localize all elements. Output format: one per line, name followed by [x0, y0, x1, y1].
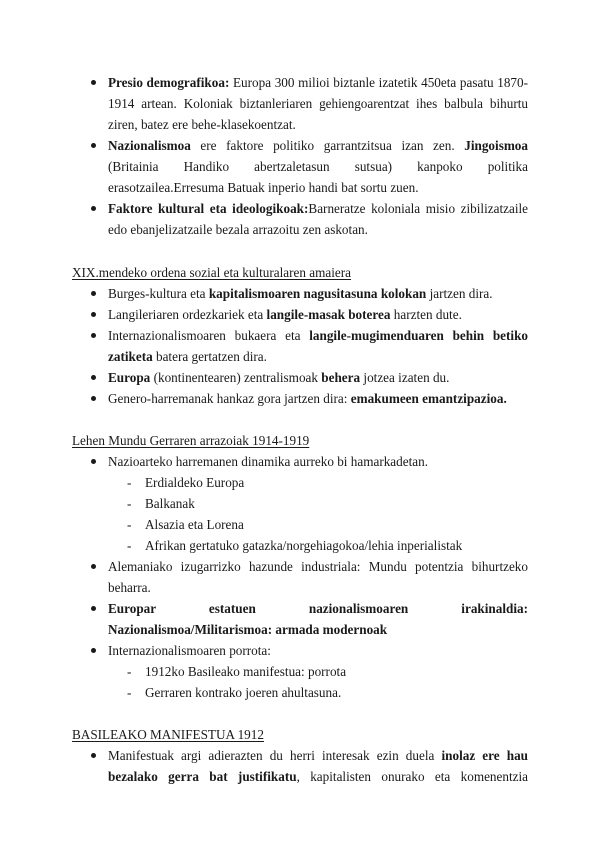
bullet-icon	[91, 143, 96, 148]
text-part: Genero-harremanak hankaz gora jartzen dira:	[108, 391, 351, 406]
text-part: Langileriaren ordezkariek eta	[108, 307, 267, 322]
list-item-text	[108, 325, 528, 367]
section-heading-war: Lehen Mundu Gerraren arrazoiak 1914-1919	[72, 433, 310, 448]
bullet-icon	[91, 753, 96, 758]
list-item-text: Internazionalismoaren porrota:	[108, 643, 271, 658]
text-part: Burges-kultura eta	[108, 286, 209, 301]
text-bold: langile-masak boterea	[266, 307, 391, 322]
list-item-text: Alemaniako izugarrizko hazunde industriala: Mundu potentzia bihurtzeko beharra.	[108, 559, 528, 595]
text-part: jartzen dira.	[426, 286, 493, 301]
list-item-text	[108, 198, 528, 240]
list-item-text	[108, 135, 528, 198]
list-item-text	[108, 745, 528, 787]
dash-icon: -	[127, 496, 132, 511]
sub-item-text: Erdialdeko Europa	[145, 475, 245, 490]
list-item-text: Nazioarteko harremanen dinamika aurreko bi hamarkadetan.	[108, 454, 429, 469]
bullet-icon	[91, 312, 96, 317]
item-rest: Barneratze koloniala misio zibilizatzaile edo ebanjelizatzaile bezala arrazoitu zen askotan.	[108, 201, 528, 237]
item-bold: Nazionalismoa	[108, 138, 191, 153]
list-item-text: Europar estatuen nazionalismoaren irakinaldia: Nazionalismoa/Militarismoa: armada modernoak	[108, 601, 528, 637]
sub-item-text: Alsazia eta Lorena	[145, 517, 244, 532]
text-bold: emakumeen emantzipazioa.	[350, 391, 507, 406]
list-item-text	[108, 72, 528, 135]
item-rest: Europa 300 milioi biztanle izatetik 450eta pasatu 1870-1914 artean. Koloniak biztanleriaren gehiengoarentzat ihes balbula bihurtu ziren, batez ere behe-klasekoentzat.	[108, 75, 528, 132]
text-part: , kapitalisten onurako eta komenentzia	[296, 769, 529, 784]
dash-icon: -	[127, 664, 132, 679]
item-bold: Faktore kultural eta ideologikoak:	[108, 201, 309, 216]
text-part: harzten dute.	[390, 307, 462, 322]
list-item-text	[108, 283, 528, 304]
bullet-icon	[91, 333, 96, 338]
text-bold: langile-mugimenduaren behin betiko zatiketa	[108, 328, 529, 364]
bullet-icon	[91, 564, 96, 569]
bullet-icon	[91, 375, 96, 380]
text-part: (kontinentearen) zentralismoak	[150, 370, 322, 385]
bullet-icon	[91, 80, 96, 85]
dash-icon: -	[127, 685, 132, 700]
list-item-text	[108, 388, 528, 409]
text-part: Manifestuak argi adierazten du herri interesak ezin duela	[108, 748, 442, 763]
text-part: jotzea izaten du.	[360, 370, 450, 385]
sub-item-text: 1912ko Basileako manifestua: porrota	[145, 664, 347, 679]
item-bold-2: Jingoismoa	[464, 138, 528, 153]
item-bold: Presio demografikoa:	[108, 75, 230, 90]
item-rest: (Britainia Handiko abertzaletasun sutsua) kanpoko politika erasotzailea.Erresuma Batuak inperio handi bat sortu zuen.	[108, 159, 528, 195]
sub-item-text: Balkanak	[145, 496, 195, 511]
bullet-icon	[91, 206, 96, 211]
list-item-text	[108, 304, 528, 325]
list-item-text	[108, 367, 528, 388]
text-bold: behera	[321, 370, 361, 385]
dash-icon: -	[127, 517, 132, 532]
sub-item-text: Afrikan gertatuko gatazka/norgehiagokoa/lehia inperialistak	[145, 538, 463, 553]
bullet-icon	[91, 606, 96, 611]
item-mid: ere faktore politiko garrantzitsua izan zen.	[190, 138, 465, 153]
dash-icon: -	[127, 538, 132, 553]
text-bold: Europa	[108, 370, 151, 385]
dash-icon: -	[127, 475, 132, 490]
bullet-icon	[91, 291, 96, 296]
section-heading-order: XIX.mendeko ordena sozial eta kulturalaren amaiera	[72, 265, 352, 280]
sub-item-text: Gerraren kontrako joeren ahultasuna.	[145, 685, 342, 700]
section-heading-basel: BASILEAKO MANIFESTUA 1912	[72, 727, 264, 742]
text-bold: inolaz ere hau bezalako gerra bat justifikatu	[108, 748, 528, 784]
bullet-icon	[91, 648, 96, 653]
text-part: Internazionalismoaren bukaera eta	[108, 328, 310, 343]
bullet-icon	[91, 396, 96, 401]
bullet-icon	[91, 459, 96, 464]
text-part: batera gertatzen dira.	[152, 349, 267, 364]
text-bold: kapitalismoaren nagusitasuna kolokan	[208, 286, 427, 301]
